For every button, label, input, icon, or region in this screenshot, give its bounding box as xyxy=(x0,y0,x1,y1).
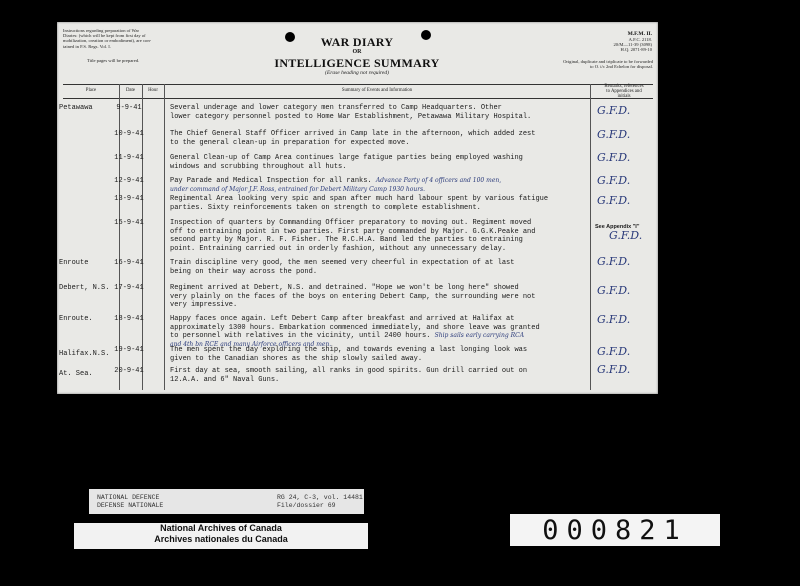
handwritten-note: Ship sails early carrying RCA xyxy=(434,332,525,340)
reference-line: File/dossier 69 xyxy=(277,501,336,509)
entry-initials: G.F.D. xyxy=(597,128,631,141)
header-remarks xyxy=(590,84,658,100)
entry-initials: G.F.D. xyxy=(597,174,631,187)
summary-line: 12.A.A. and 6" Naval Guns. xyxy=(170,375,280,384)
appendix-reference: See Appendix "I" xyxy=(595,224,640,230)
title-erase-note: (Erase heading not required) xyxy=(325,70,389,76)
summary-line: Train discipline very good, the men seemed very cheerful in expectation of at last xyxy=(170,259,515,267)
entry-initials: G.F.D. xyxy=(597,313,631,326)
summary-line: very plainly on the faces of the boys on entering Debert Camp, the surrounding were not xyxy=(170,292,536,301)
distribution-line: Original, duplicate and triplicate to be forwarded xyxy=(563,59,653,64)
entry-date: 16-9-41 xyxy=(114,259,144,267)
form-code-line: 20/M—11-39 (3098) xyxy=(613,42,652,48)
title-or: OR xyxy=(352,49,362,55)
column-divider xyxy=(164,84,165,390)
entry-summary xyxy=(170,259,590,276)
summary-line: parties. Sixty reinforcements taken on strength to complete establishment. xyxy=(170,203,481,212)
entry-place: Petawawa xyxy=(59,104,93,112)
summary-line: approximately 1300 hours. Embarkation commenced immediately, and shore leave was granted xyxy=(170,323,540,332)
entry-date: 17-9-41 xyxy=(114,284,144,292)
entry-initials: G.F.D. xyxy=(597,194,631,207)
entry-summary xyxy=(170,177,590,194)
reference-line: RG 24, C-3, vol. 14481 xyxy=(277,494,363,501)
table-top-rule xyxy=(63,84,653,85)
entry-summary xyxy=(170,284,590,310)
entry-initials: G.F.D. xyxy=(597,104,631,117)
summary-line: The men spent the day exploring the ship, and towards evening a last longing look was xyxy=(170,346,528,354)
form-code-block xyxy=(592,31,652,53)
archives-name-english: National Archives of Canada xyxy=(160,523,282,533)
summary-line: being on their way across the pond. xyxy=(170,267,318,276)
instructions-line: mobilization, creation or embodiment), are con- xyxy=(63,38,152,44)
summary-line: given to the Canadian shores as the ship slowly sailed away. xyxy=(170,354,423,363)
department-line: NATIONAL DEFENCE xyxy=(97,494,160,501)
entry-date: 15-9-41 xyxy=(114,219,144,227)
handwritten-note: and 4th bn RCE and many Airforce officers and men. xyxy=(170,340,332,348)
entry-place: Debert, N.S. xyxy=(59,284,110,292)
summary-line: General Clean-up of Camp Area continues large fatigue parties being employed washing xyxy=(170,154,523,162)
entry-date: 13-9-41 xyxy=(114,195,144,203)
summary-line: off to entraining point in two parties. First party commanded by Major. G.G.K.Peake and xyxy=(170,227,536,236)
header-rule xyxy=(63,98,653,99)
entry-date: 18-9-41 xyxy=(114,315,144,323)
entry-place: Enroute xyxy=(59,259,89,267)
summary-line: lower category personnel posted to Home War Establishment, Petawawa Military Hospital. xyxy=(170,112,532,121)
entry-date: 19-9-41 xyxy=(114,346,144,354)
entry-summary xyxy=(170,104,590,121)
distribution-note xyxy=(527,59,653,69)
instructions-line: tained in F.S. Regs. Vol. I. xyxy=(63,43,111,49)
entry-initials: G.F.D. xyxy=(597,363,631,376)
department-name xyxy=(97,494,163,509)
entry-date: 9-9-41 xyxy=(116,104,142,112)
summary-line: The Chief General Staff Officer arrived in Camp late in the afternoon, which added zest xyxy=(170,130,536,138)
entry-summary xyxy=(170,195,590,212)
entry-place: At. Sea. xyxy=(59,370,93,378)
summary-line xyxy=(170,177,590,186)
entry-initials: G.F.D. xyxy=(609,229,643,242)
entry-summary xyxy=(170,315,590,349)
archive-reference-label xyxy=(89,489,364,514)
title-intelligence-summary: INTELLIGENCE SUMMARY xyxy=(274,56,440,70)
summary-line: to the general clean-up in preparation for expected move. xyxy=(170,138,410,147)
handwritten-note: under command of Major J.F. Ross, entrained for Debert Military Camp 1930 hours. xyxy=(170,185,426,193)
entry-initials: G.F.D. xyxy=(597,284,631,297)
entry-initials: G.F.D. xyxy=(597,255,631,268)
entry-place: Enroute. xyxy=(59,315,93,323)
header-remarks-line: to Appendices and xyxy=(606,89,642,95)
summary-line: windows and scrubbing throughout all huts. xyxy=(170,162,347,171)
entry-initials: G.F.D. xyxy=(597,151,631,164)
war-diary-sheet xyxy=(57,22,658,394)
department-line: DEFENSE NATIONALE xyxy=(97,501,164,509)
summary-line: Inspection of quarters by Commanding Officer preparatory to moving out. Regiment moved xyxy=(170,219,532,227)
summary-line xyxy=(170,332,590,341)
header-hour: Hour xyxy=(148,88,158,93)
title-pages-note: Title pages will be prepared. xyxy=(87,58,140,63)
entry-date: 11-9-41 xyxy=(114,154,144,162)
column-divider xyxy=(590,84,591,390)
summary-line: Happy faces once again. Left Debert Camp after breakfast and arrived at Halifax at xyxy=(170,315,515,323)
summary-line: Regimental Area looking very spic and span after much hard labour spent by various fatigue xyxy=(170,195,549,203)
summary-line: second party by Major. R. F. Fisher. The R.C.H.A. Band led the parties to entraining xyxy=(170,236,523,245)
header-place: Place xyxy=(85,88,97,93)
instructions-line: Instructions regarding preparation of War xyxy=(63,28,140,33)
entry-date: 12-9-41 xyxy=(114,177,144,185)
summary-line: very impressive. xyxy=(170,301,238,310)
entry-summary xyxy=(170,219,590,253)
form-code: M.F.M. II. xyxy=(627,31,652,37)
form-code-line: H.Q. 2071-89-10 xyxy=(620,47,652,53)
header-remarks-line: Remarks, references xyxy=(604,84,644,89)
entry-summary xyxy=(170,130,590,147)
archives-name-label xyxy=(74,523,368,549)
summary-line: point. Entraining carried out in orderly fashion, without any unnecessary delay. xyxy=(170,244,507,253)
entry-summary xyxy=(170,367,590,384)
entry-summary xyxy=(170,346,590,363)
frame-number-label xyxy=(510,514,720,546)
header-summary: Summary of Events and Information xyxy=(341,88,413,93)
header-date: Date xyxy=(125,88,136,93)
summary-text: Pay Parade and Medical Inspection for all ranks. xyxy=(170,177,372,185)
summary-line: Regiment arrived at Debert, N.S. and detrained. "Hope we won't be long here" showed xyxy=(170,284,519,292)
header-remarks-line: initials xyxy=(617,94,631,100)
archives-name-french: Archives nationales du Canada xyxy=(154,534,288,544)
summary-text: to personnel with relatives in the vicinity, until 2400 hours. xyxy=(170,332,431,341)
frame-number: 000821 xyxy=(542,514,688,546)
entry-date: 20-9-41 xyxy=(114,367,144,375)
instructions-block xyxy=(63,28,173,49)
summary-line: First day at sea, smooth sailing, all ranks in good spirits. Gun drill carried out on xyxy=(170,367,528,375)
entry-summary xyxy=(170,154,590,171)
record-group-reference xyxy=(277,494,363,509)
summary-line: Several underage and lower category men transferred to Camp Headquarters. Other xyxy=(170,104,502,112)
distribution-line: to O. i/c 2nd Echelon for disposal. xyxy=(589,64,653,70)
entry-date: 10-9-41 xyxy=(114,130,144,138)
handwritten-note: Advance Party of 4 officers and 100 men, xyxy=(375,177,502,184)
form-code-line: A.F.C. 2118. xyxy=(628,37,652,42)
title-war-diary: WAR DIARY xyxy=(320,35,394,49)
entry-place: Halifax.N.S. xyxy=(59,350,110,358)
instructions-line: Diaries: (which will be kept from first day of xyxy=(63,33,146,39)
entry-initials: G.F.D. xyxy=(597,345,631,358)
